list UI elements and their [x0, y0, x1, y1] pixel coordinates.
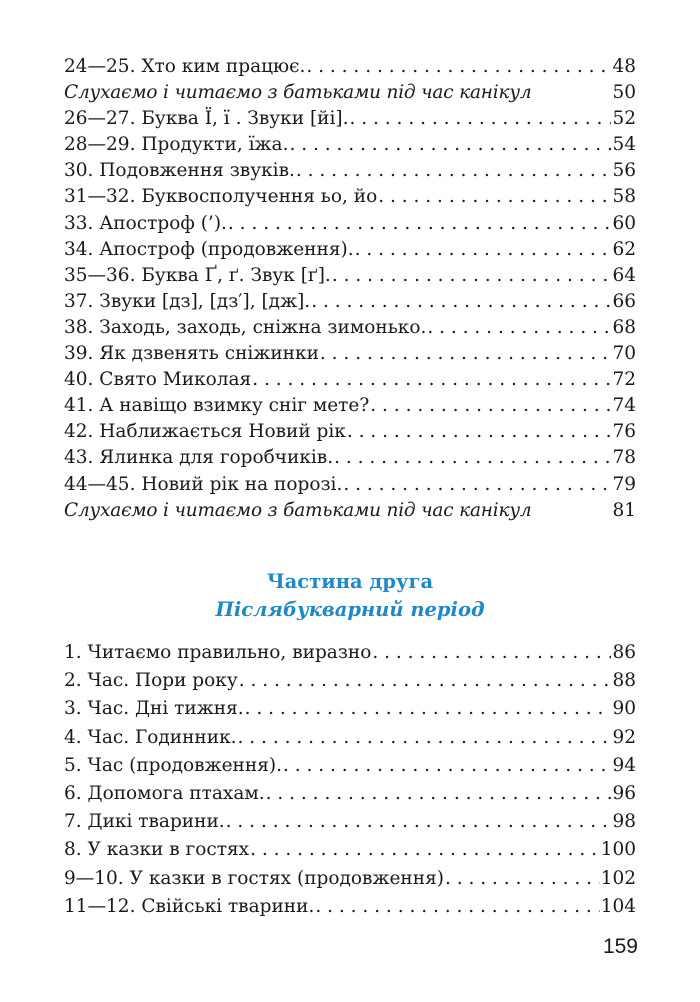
toc-entry-page: 94 [612, 754, 636, 776]
toc-entry [64, 498, 636, 524]
toc-entry [64, 695, 636, 723]
toc-entry-title: 5. Час (продовження). [64, 754, 282, 776]
toc-entry-title: Слухаємо і читаємо з батьками під час канікул [64, 82, 532, 104]
toc-entry [64, 237, 636, 263]
toc-entry [64, 184, 636, 210]
toc-entry-page: 92 [612, 726, 636, 748]
toc-entry [64, 393, 636, 419]
toc-entry-title: 35—36. Буква Ґ, ґ. Звук [ґ]. [64, 264, 331, 286]
toc-entry-title: 41. А навіщо взимку сніг мете? [64, 395, 370, 417]
dot-leader [266, 780, 612, 808]
dot-leader [370, 393, 611, 419]
toc-entry-title: 40. Свято Миколая [64, 369, 252, 391]
toc-entry-title: 43. Ялинка для горобчиків. [64, 447, 334, 469]
toc-entry-page: 68 [612, 316, 636, 338]
dot-leader [315, 893, 599, 921]
dot-leader [252, 367, 611, 393]
dot-leader [343, 472, 611, 498]
toc-entry-page: 102 [600, 867, 636, 889]
toc-entry-page: 70 [612, 343, 636, 365]
toc-entry-title: 37. Звуки [дз], [дз′], [дж]. [64, 290, 311, 312]
dot-leader [445, 865, 600, 893]
toc-entry-title: 2. Час. Пори року [64, 670, 238, 692]
toc-part-one [64, 54, 636, 524]
dot-leader [239, 667, 612, 695]
toc-entry-page: 86 [612, 642, 636, 663]
toc-entry-page: 76 [612, 421, 636, 443]
toc-entry-page: 60 [612, 212, 636, 234]
part-two-title: Частина друга [266, 570, 434, 593]
part-two-subtitle: Післябукварний період [215, 598, 485, 621]
dot-leader [283, 752, 611, 780]
toc-entry-page: 104 [600, 895, 636, 917]
toc-entry-page: 66 [612, 290, 636, 312]
dot-leader [250, 836, 600, 864]
toc-entry-title: 4. Час. Годинник. [64, 726, 237, 748]
toc-entry [64, 836, 636, 864]
toc-entry-title: 44—45. Новий рік на порозі. [64, 473, 343, 495]
dot-leader [289, 132, 611, 158]
toc-entry-title: 26—27. Буква Ї, ї . Звуки [йі]. [64, 108, 349, 130]
dot-leader [226, 808, 612, 836]
toc-entry-title: 9—10. У казки в гостях (продовження) [64, 867, 444, 889]
toc-entry-page: 64 [612, 264, 636, 286]
toc-entry-title: 30. Подовження звуків. [64, 160, 295, 182]
toc-entry-page: 72 [612, 369, 636, 391]
toc-entry-title: 28—29. Продукти, їжа. [64, 134, 289, 156]
toc-entry-page: 62 [612, 238, 636, 260]
toc-entry [64, 808, 636, 836]
dot-leader [427, 315, 611, 341]
toc-entry-title: 31—32. Буквосполучення ьо, йо [64, 186, 378, 208]
toc-entry-title: 1. Читаємо правильно, виразно [64, 642, 372, 663]
dot-leader [350, 106, 612, 132]
toc-entry [64, 341, 636, 367]
toc-entry-page: 81 [612, 499, 636, 521]
toc-entry-page: 98 [612, 811, 636, 833]
toc-entry-title: 33. Апостроф (’). [64, 212, 227, 234]
dot-leader [320, 341, 612, 367]
dot-leader [245, 695, 612, 723]
toc-entry [64, 315, 636, 341]
toc-entry-page: 52 [612, 108, 636, 130]
dot-leader [347, 419, 612, 445]
toc-entry-page: 54 [612, 134, 636, 156]
toc-entry-title: 34. Апостроф (продовження). [64, 238, 354, 260]
toc-entry [64, 211, 636, 237]
dot-leader [355, 237, 612, 263]
toc-entry [64, 865, 636, 893]
toc-entry [64, 445, 636, 471]
toc-entry [64, 80, 636, 106]
dot-leader [296, 158, 612, 184]
toc-entry-title: 24—25. Хто ким працює. [64, 56, 306, 77]
dot-leader [306, 54, 611, 80]
dot-leader [334, 445, 611, 471]
toc-entry [64, 639, 636, 667]
toc-entry [64, 289, 636, 315]
toc-entry [64, 132, 636, 158]
toc-entry [64, 667, 636, 695]
toc-entry [64, 419, 636, 445]
toc-entry-title: 3. Час. Дні тижня. [64, 698, 244, 720]
toc-entry [64, 752, 636, 780]
toc-entry-title: 7. Дикі тварини. [64, 811, 225, 833]
dot-leader [378, 184, 611, 210]
toc-entry-page: 58 [612, 186, 636, 208]
dot-leader [311, 289, 611, 315]
toc-entry-page: 50 [612, 82, 636, 104]
dot-leader [238, 724, 612, 752]
toc-entry-title: 42. Наближається Новий рік [64, 421, 346, 443]
dot-leader [372, 639, 611, 667]
toc-entry [64, 54, 636, 80]
toc-entry-title: 39. Як дзвенять сніжинки [64, 343, 319, 365]
toc-entry [64, 780, 636, 808]
toc-entry-title: Слухаємо і читаємо з батьками під час канікул [64, 499, 532, 521]
toc-entry-page: 88 [612, 670, 636, 692]
toc-entry [64, 893, 636, 921]
toc-entry-page: 78 [612, 447, 636, 469]
page-number: 159 [602, 935, 638, 958]
toc-entry [64, 724, 636, 752]
dot-leader [332, 263, 612, 289]
toc-entry-title: 11—12. Свійські тварини. [64, 895, 315, 917]
toc-entry [64, 367, 636, 393]
toc-entry [64, 263, 636, 289]
toc-entry-page: 100 [600, 839, 636, 861]
toc-entry-page: 56 [612, 160, 636, 182]
dot-leader [228, 211, 612, 237]
toc-part-two [64, 639, 636, 921]
toc-entry [64, 472, 636, 498]
toc-entry-title: 8. У казки в гостях [64, 839, 250, 861]
toc-entry-page: 79 [612, 473, 636, 495]
toc-entry-page: 48 [612, 56, 636, 77]
toc-entry [64, 158, 636, 184]
toc-entry-title: 6. Допомога птахам. [64, 782, 265, 804]
toc-entry [64, 106, 636, 132]
toc-entry-page: 96 [612, 782, 636, 804]
toc-entry-title: 38. Заходь, заходь, сніжна зимонько. [64, 316, 427, 338]
toc-entry-page: 74 [612, 395, 636, 417]
toc-entry-page: 90 [612, 698, 636, 720]
